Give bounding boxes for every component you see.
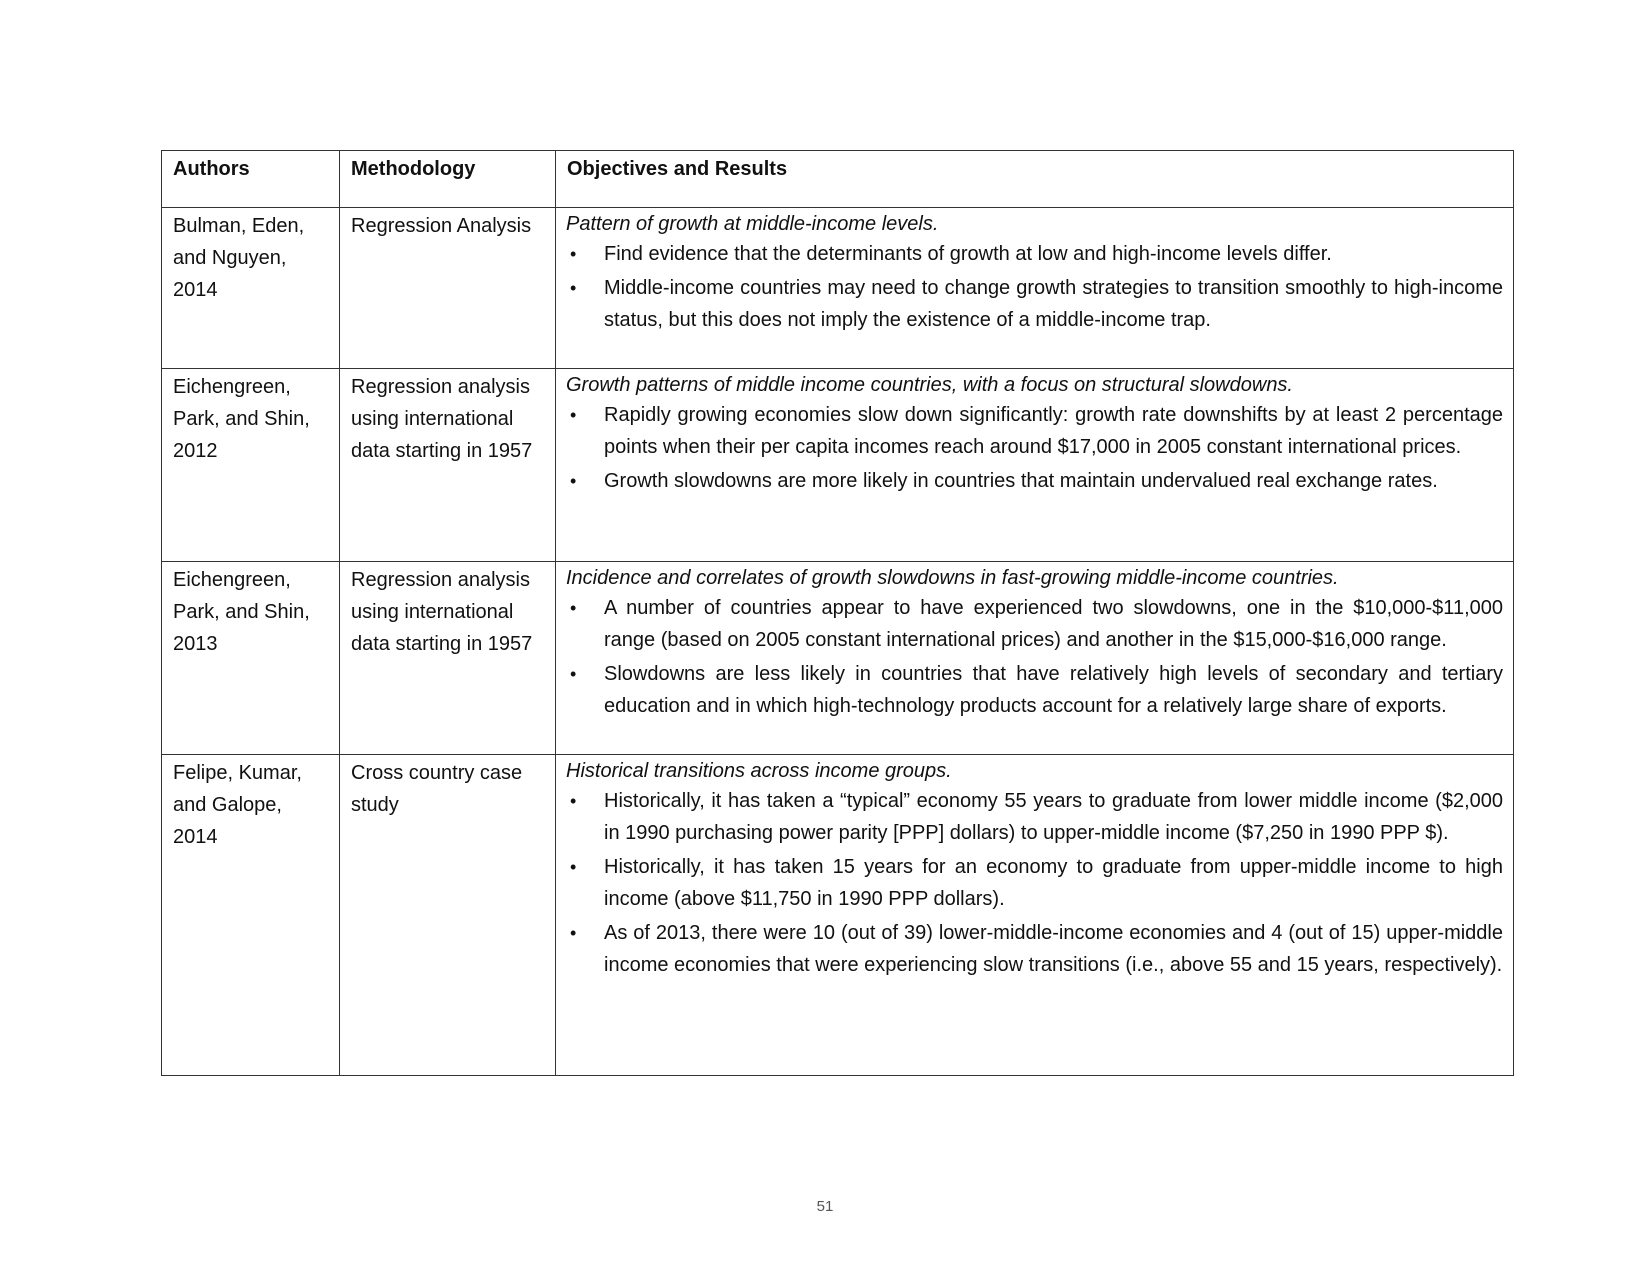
authors-line: and Nguyen, — [173, 247, 287, 269]
results-cell — [556, 562, 1514, 755]
methodology-cell: Regression Analysis — [340, 208, 556, 369]
result-text: Rapidly growing economies slow down significantly: growth rate downshifts by at least 2 percentage points when their per capita incomes reach around $17,000 in 2005 constant international prices. — [604, 404, 1503, 458]
authors-cell — [162, 369, 340, 562]
results-cell — [556, 369, 1514, 562]
objective-text: Growth patterns of middle income countries, with a focus on structural slowdowns. — [566, 374, 1293, 396]
objective-text: Pattern of growth at middle-income levels. — [566, 213, 939, 235]
result-text: A number of countries appear to have experienced two slowdowns, one in the $10,000-$11,000 range (based on 2005 constant international prices) and another in the $15,000-$16,000 range. — [604, 597, 1503, 651]
authors-line: Park, and Shin, — [173, 408, 310, 430]
authors-cell — [162, 562, 340, 755]
bullet-icon: • — [570, 791, 577, 811]
page-number: 51 — [816, 1198, 834, 1215]
list-item — [566, 465, 1503, 497]
objective-text: Historical transitions across income groups. — [566, 760, 952, 782]
table-row — [162, 369, 1514, 562]
authors-line: 2013 — [173, 633, 218, 655]
table-header-row — [162, 151, 1514, 208]
authors-line: 2014 — [173, 826, 218, 848]
results-list — [566, 399, 1503, 497]
result-text: Historically, it has taken 15 years for an economy to graduate from upper-middle income to high income (above $11,750 in 1990 PPP dollars). — [604, 856, 1503, 910]
results-list — [566, 238, 1503, 336]
results-cell — [556, 208, 1514, 369]
bullet-icon: • — [570, 244, 577, 264]
bullet-icon: • — [570, 278, 577, 298]
authors-line: Bulman, Eden, — [173, 215, 305, 237]
authors-cell — [162, 755, 340, 1076]
bullet-icon: • — [570, 405, 577, 425]
table-row — [162, 208, 1514, 369]
literature-table — [161, 150, 1514, 1076]
objective-text: Incidence and correlates of growth slowdowns in fast-growing middle-income countries. — [566, 567, 1339, 589]
methodology-cell: Cross country case study — [340, 755, 556, 1076]
header-objectives-results: Objectives and Results — [556, 151, 1514, 208]
result-text: Historically, it has taken a “typical” economy 55 years to graduate from lower middle income ($2,000 in 1990 purchasing power parity [PPP] dollars) to upper-middle income ($7,250 in 1990 PPP $). — [604, 790, 1503, 844]
authors-line: 2012 — [173, 440, 218, 462]
result-text: Growth slowdowns are more likely in countries that maintain undervalued real exchange rates. — [604, 470, 1438, 492]
list-item — [566, 917, 1503, 981]
bullet-icon: • — [570, 664, 577, 684]
authors-line: Eichengreen, — [173, 376, 291, 398]
list-item — [566, 592, 1503, 656]
methodology-cell: Regression analysis using international data starting in 1957 — [340, 562, 556, 755]
authors-line: Felipe, Kumar, — [173, 762, 302, 784]
result-text: As of 2013, there were 10 (out of 39) lower-middle-income economies and 4 (out of 15) upper-middle income economies that were experiencing slow transitions (i.e., above 55 and 15 years, respectively). — [604, 922, 1503, 976]
list-item — [566, 851, 1503, 915]
authors-line: Eichengreen, — [173, 569, 291, 591]
header-authors: Authors — [162, 151, 340, 208]
authors-cell — [162, 208, 340, 369]
authors-line: 2014 — [173, 279, 218, 301]
table-row — [162, 755, 1514, 1076]
methodology-cell: Regression analysis using international data starting in 1957 — [340, 369, 556, 562]
table-row — [162, 562, 1514, 755]
results-list — [566, 785, 1503, 981]
bullet-icon: • — [570, 471, 577, 491]
list-item — [566, 785, 1503, 849]
authors-line: Park, and Shin, — [173, 601, 310, 623]
header-methodology: Methodology — [340, 151, 556, 208]
list-item — [566, 399, 1503, 463]
result-text: Slowdowns are less likely in countries that have relatively high levels of secondary and tertiary education and in which high-technology products account for a relatively large share of exports. — [604, 663, 1503, 717]
bullet-icon: • — [570, 923, 577, 943]
bullet-icon: • — [570, 857, 577, 877]
results-cell — [556, 755, 1514, 1076]
authors-line: and Galope, — [173, 794, 282, 816]
list-item — [566, 272, 1503, 336]
list-item — [566, 658, 1503, 722]
result-text: Middle-income countries may need to change growth strategies to transition smoothly to high-income status, but this does not imply the existence of a middle-income trap. — [604, 277, 1503, 331]
results-list — [566, 592, 1503, 722]
bullet-icon: • — [570, 598, 577, 618]
list-item — [566, 238, 1503, 270]
result-text: Find evidence that the determinants of growth at low and high-income levels differ. — [604, 243, 1332, 265]
